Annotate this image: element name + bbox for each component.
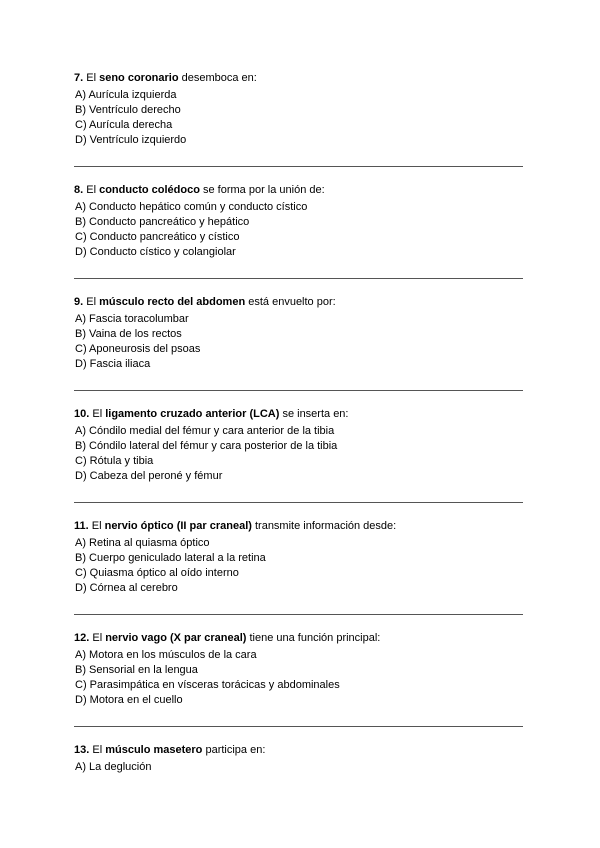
question-post: se forma por la unión de: bbox=[199, 184, 325, 196]
question-title bbox=[74, 743, 526, 758]
divider bbox=[74, 278, 523, 279]
divider bbox=[74, 614, 523, 615]
question-12 bbox=[74, 631, 526, 708]
question-title bbox=[74, 631, 526, 646]
option-c: C) Aurícula derecha bbox=[75, 119, 173, 131]
divider bbox=[74, 390, 523, 391]
question-term: nervio óptico (II par craneal) bbox=[104, 520, 252, 532]
question-term: músculo masetero bbox=[105, 744, 203, 756]
option-a: A) Conducto hepático común y conducto cístico bbox=[75, 201, 308, 213]
question-7 bbox=[74, 71, 526, 148]
question-number: 9. bbox=[74, 296, 84, 308]
option-c: C) Parasimpática en vísceras torácicas y abdominales bbox=[75, 679, 340, 691]
question-term: nervio vago (X par craneal) bbox=[105, 632, 247, 644]
question-13 bbox=[74, 743, 526, 775]
question-post: se inserta en: bbox=[279, 408, 349, 420]
question-number: 13. bbox=[74, 744, 90, 756]
question-pre: El bbox=[83, 72, 100, 84]
question-title bbox=[74, 407, 526, 422]
option-c: C) Rótula y tibia bbox=[75, 455, 154, 467]
question-term: conducto colédoco bbox=[99, 184, 200, 196]
option-a: A) Aurícula izquierda bbox=[75, 89, 177, 101]
option-d: D) Ventrículo izquierdo bbox=[75, 134, 187, 146]
question-10 bbox=[74, 407, 526, 484]
question-post: está envuelto por: bbox=[245, 296, 336, 308]
option-c: C) Conducto pancreático y cístico bbox=[75, 231, 240, 243]
option-b: B) Vaina de los rectos bbox=[75, 328, 182, 340]
question-title bbox=[74, 71, 526, 86]
question-post: desemboca en: bbox=[178, 72, 257, 84]
divider bbox=[74, 166, 523, 167]
option-b: B) Ventrículo derecho bbox=[75, 104, 181, 116]
option-a: A) Fascia toracolumbar bbox=[75, 313, 189, 325]
option-d: D) Motora en el cuello bbox=[75, 694, 183, 706]
question-pre: El bbox=[88, 520, 105, 532]
question-pre: El bbox=[83, 296, 100, 308]
option-b: B) Cóndilo lateral del fémur y cara posterior de la tibia bbox=[75, 440, 338, 452]
question-post: tiene una función principal: bbox=[246, 632, 381, 644]
question-pre: El bbox=[89, 744, 106, 756]
question-term: ligamento cruzado anterior (LCA) bbox=[105, 408, 280, 420]
question-pre: El bbox=[89, 408, 106, 420]
option-c: C) Quiasma óptico al oído interno bbox=[75, 567, 239, 579]
question-term: músculo recto del abdomen bbox=[99, 296, 246, 308]
question-pre: El bbox=[89, 632, 106, 644]
question-number: 10. bbox=[74, 408, 90, 420]
option-a: A) La deglución bbox=[75, 761, 152, 773]
question-number: 12. bbox=[74, 632, 90, 644]
question-11 bbox=[74, 519, 526, 596]
option-b: B) Conducto pancreático y hepático bbox=[75, 216, 250, 228]
option-a: A) Motora en los músculos de la cara bbox=[75, 649, 257, 661]
option-c: C) Aponeurosis del psoas bbox=[75, 343, 201, 355]
option-b: B) Cuerpo geniculado lateral a la retina bbox=[75, 552, 266, 564]
question-number: 11. bbox=[74, 520, 89, 532]
question-pre: El bbox=[83, 184, 100, 196]
option-d: D) Córnea al cerebro bbox=[75, 582, 178, 594]
option-a: A) Cóndilo medial del fémur y cara anterior de la tibia bbox=[75, 425, 335, 437]
option-d: D) Fascia iliaca bbox=[75, 358, 151, 370]
question-title bbox=[74, 295, 526, 310]
question-number: 8. bbox=[74, 184, 84, 196]
question-post: participa en: bbox=[202, 744, 266, 756]
divider bbox=[74, 502, 523, 503]
option-b: B) Sensorial en la lengua bbox=[75, 664, 198, 676]
option-d: D) Conducto cístico y colangiolar bbox=[75, 246, 236, 258]
option-d: D) Cabeza del peroné y fémur bbox=[75, 470, 223, 482]
question-post: transmite información desde: bbox=[251, 520, 397, 532]
question-9 bbox=[74, 295, 526, 372]
divider bbox=[74, 726, 523, 727]
question-title bbox=[74, 183, 526, 198]
question-title bbox=[74, 519, 526, 534]
question-8 bbox=[74, 183, 526, 260]
option-a: A) Retina al quiasma óptico bbox=[75, 537, 210, 549]
question-term: seno coronario bbox=[99, 72, 179, 84]
question-number: 7. bbox=[74, 72, 84, 84]
